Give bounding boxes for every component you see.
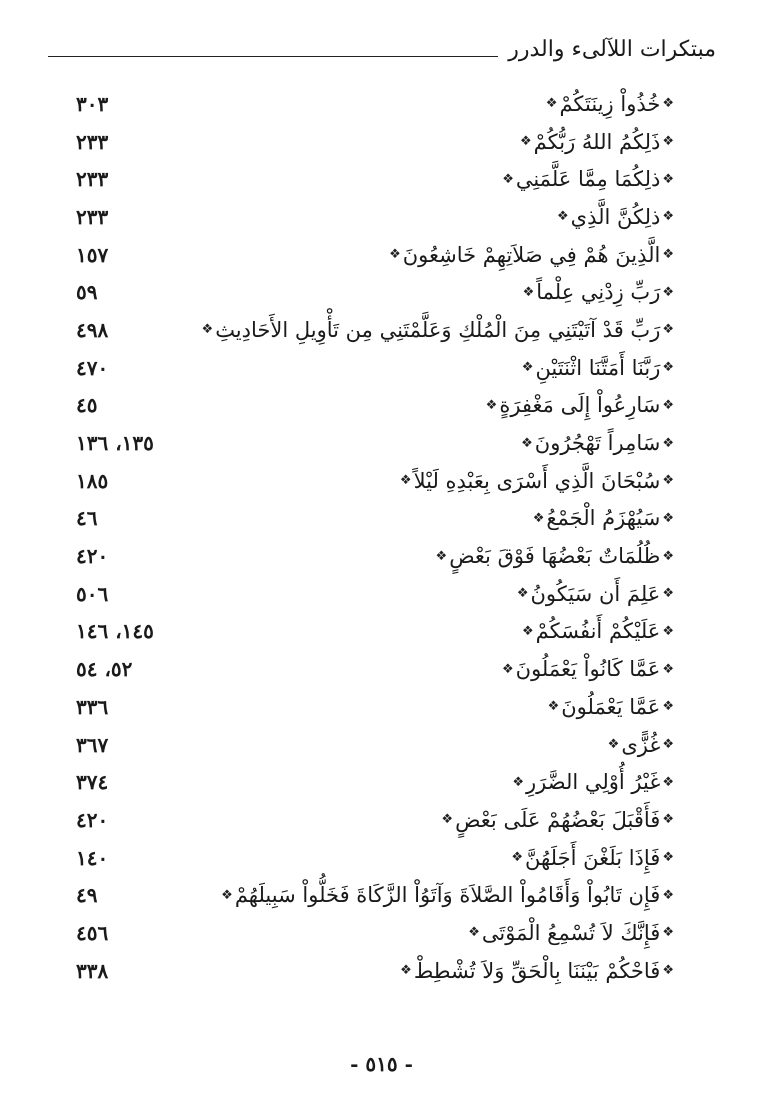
- entry-verse-text: خُذُواْ زِينَتَكُمْ: [559, 91, 661, 116]
- ornate-bracket-close-icon: ❖: [468, 925, 480, 941]
- ornate-bracket-close-icon: ❖: [607, 737, 620, 753]
- page-number: - ٥١٥ -: [350, 1052, 413, 1076]
- entry-verse-text: سَيُهْزَمُ الْجَمْعُ: [546, 506, 661, 531]
- entry-page-numbers: ١٤٠: [76, 845, 109, 870]
- entry-verse-text: ذَلِكُمُ اللهُ رَبُّكُمْ: [533, 129, 661, 154]
- entry-verse: [502, 657, 674, 681]
- entry-page-numbers: ٤٧٠: [76, 355, 109, 380]
- index-entry: [76, 537, 674, 575]
- entry-verse-text: غُزًّى: [621, 732, 661, 757]
- ornate-bracket-close-icon: ❖: [521, 360, 534, 376]
- entry-verse-text: رَبَّنَا أَمَتَّنَا اثْنَتَيْنِ: [535, 355, 661, 380]
- index-entry: [76, 613, 674, 651]
- index-entry: [76, 726, 674, 764]
- ornate-bracket-open-icon: ❖: [662, 887, 674, 903]
- index-entry: [76, 160, 674, 198]
- verse-index-list: [76, 85, 674, 990]
- index-entry: [76, 763, 674, 801]
- entry-page-numbers: ١٥٧: [76, 242, 109, 267]
- ornate-bracket-open-icon: ❖: [662, 397, 674, 413]
- entry-page-numbers: ٢٣٣: [76, 167, 109, 192]
- entry-verse: [517, 582, 674, 606]
- index-entry: [76, 198, 674, 236]
- index-entry: [76, 349, 674, 387]
- entry-verse-text: ذلِكُنَّ الَّذِي: [570, 204, 661, 229]
- ornate-bracket-close-icon: ❖: [522, 623, 534, 639]
- entry-page-numbers: ١٤٥، ١٤٦: [76, 619, 154, 644]
- ornate-bracket-close-icon: ❖: [516, 586, 529, 602]
- entry-verse: [521, 431, 674, 455]
- entry-verse-text: سَامِراً تَهْجُرُونَ: [534, 431, 661, 456]
- index-entry: [76, 462, 674, 500]
- entry-verse: [557, 205, 674, 229]
- entry-verse: [389, 243, 674, 267]
- entry-verse: [522, 619, 674, 643]
- entry-verse-text: عَمَّا يَعْمَلُونَ: [561, 694, 661, 719]
- entry-verse-text: سُبْحَانَ الَّذِي أَسْرَى بِعَبْدِهِ لَيْلاً: [413, 468, 661, 493]
- entry-page-numbers: ٣٦٧: [76, 732, 109, 757]
- index-entry: [76, 575, 674, 613]
- entry-verse: [400, 469, 674, 493]
- running-title: مبتكرات اللآلىء والدرر: [508, 36, 716, 62]
- entry-page-numbers: ٣٠٣: [76, 91, 109, 116]
- entry-verse: [511, 846, 674, 870]
- ornate-bracket-close-icon: ❖: [545, 96, 558, 112]
- entry-page-numbers: ٤٩: [76, 883, 98, 908]
- ornate-bracket-close-icon: ❖: [435, 548, 448, 564]
- index-entry: [76, 688, 674, 726]
- ornate-bracket-open-icon: ❖: [662, 623, 674, 639]
- entry-verse: [608, 733, 674, 757]
- ornate-bracket-close-icon: ❖: [521, 435, 533, 451]
- ornate-bracket-close-icon: ❖: [502, 171, 514, 187]
- ornate-bracket-close-icon: ❖: [512, 774, 525, 790]
- entry-verse: [512, 770, 674, 794]
- ornate-bracket-close-icon: ❖: [511, 850, 524, 866]
- entry-page-numbers: ٥٠٦: [76, 581, 109, 606]
- entry-verse-text: غَيْرُ أُوْلِي الضَّرَرِ: [526, 770, 661, 795]
- ornate-bracket-close-icon: ❖: [389, 247, 401, 263]
- ornate-bracket-open-icon: ❖: [662, 171, 674, 187]
- entry-verse-text: فَاحْكُمْ بَيْنَنَا بِالْحَقِّ وَلاَ تُشْطِطْ: [413, 958, 661, 983]
- ornate-bracket-close-icon: ❖: [441, 812, 454, 828]
- ornate-bracket-open-icon: ❖: [662, 661, 674, 677]
- entry-verse: [486, 393, 674, 417]
- ornate-bracket-close-icon: ❖: [522, 284, 535, 300]
- entry-verse-text: فَأَقْبَلَ بَعْضُهُمْ عَلَى بَعْضٍ: [455, 807, 661, 832]
- ornate-bracket-close-icon: ❖: [221, 887, 233, 903]
- running-header: [48, 34, 716, 64]
- index-entry: [76, 876, 674, 914]
- entry-verse-text: فَإِن تَابُواْ وَأَقَامُواْ الصَّلاَةَ وَآتَوُاْ الزَّكَاةَ فَخَلُّواْ سَبِيلَهُمْ: [234, 883, 661, 908]
- entry-verse: [546, 92, 674, 116]
- ornate-bracket-open-icon: ❖: [662, 586, 674, 602]
- entry-page-numbers: ١٨٥: [76, 468, 109, 493]
- entry-verse: [523, 280, 674, 304]
- ornate-bracket-open-icon: ❖: [662, 737, 674, 753]
- entry-verse: [548, 695, 674, 719]
- entry-verse: [202, 318, 674, 342]
- index-entry: [76, 123, 674, 161]
- entry-page-numbers: ٤٢٠: [76, 807, 109, 832]
- ornate-bracket-open-icon: ❖: [662, 473, 674, 489]
- ornate-bracket-open-icon: ❖: [662, 360, 674, 376]
- ornate-bracket-open-icon: ❖: [662, 963, 674, 979]
- ornate-bracket-close-icon: ❖: [485, 397, 498, 413]
- entry-verse: [436, 544, 674, 568]
- entry-verse: [221, 883, 674, 907]
- ornate-bracket-close-icon: ❖: [400, 963, 412, 979]
- index-entry: [76, 839, 674, 877]
- ornate-bracket-close-icon: ❖: [532, 510, 545, 526]
- ornate-bracket-open-icon: ❖: [662, 510, 674, 526]
- entry-page-numbers: ٣٧٤: [76, 770, 109, 795]
- entry-page-numbers: ٤٢٠: [76, 544, 109, 569]
- entry-verse-text: عَمَّا كَانُواْ يَعْمَلُونَ: [515, 657, 661, 682]
- entry-verse-text: ذلِكُمَا مِمَّا عَلَّمَنِي: [515, 167, 661, 192]
- index-entry: [76, 801, 674, 839]
- entry-page-numbers: ٣٣٦: [76, 694, 109, 719]
- entry-verse-text: فَإِذَا بَلَغْنَ أَجَلَهُنَّ: [525, 845, 661, 870]
- entry-verse: [468, 921, 674, 945]
- ornate-bracket-open-icon: ❖: [662, 925, 674, 941]
- index-entry: [76, 500, 674, 538]
- ornate-bracket-open-icon: ❖: [662, 247, 674, 263]
- entry-page-numbers: ٤٥٦: [76, 920, 109, 945]
- entry-page-numbers: ٢٣٣: [76, 204, 109, 229]
- ornate-bracket-close-icon: ❖: [399, 473, 412, 489]
- entry-page-numbers: ٤٦: [76, 506, 98, 531]
- ornate-bracket-close-icon: ❖: [556, 209, 569, 225]
- entry-verse-text: رَبِّ قَدْ آتَيْتَنِي مِنَ الْمُلْكِ وَعَلَّمْتَنِي مِن تَأْوِيلِ الأَحَادِيثِ: [215, 317, 661, 342]
- index-entry: [76, 650, 674, 688]
- ornate-bracket-open-icon: ❖: [662, 96, 674, 112]
- entry-page-numbers: ٤٥: [76, 393, 98, 418]
- entry-verse-text: عَلَيْكُمْ أَنفُسَكُمْ: [535, 619, 661, 644]
- entry-verse-text: فَإِنَّكَ لاَ تُسْمِعُ الْمَوْتَى: [481, 920, 661, 945]
- entry-verse: [520, 130, 674, 154]
- entry-page-numbers: ٥٢، ٥٤: [76, 657, 133, 682]
- index-entry: [76, 914, 674, 952]
- ornate-bracket-open-icon: ❖: [662, 850, 674, 866]
- entry-verse-text: الَّذِينَ هُمْ فِي صَلاَتِهِمْ خَاشِعُونَ: [402, 242, 661, 267]
- entry-verse: [441, 808, 674, 832]
- ornate-bracket-open-icon: ❖: [662, 284, 674, 300]
- index-entry: [76, 273, 674, 311]
- index-entry: [76, 85, 674, 123]
- entry-verse-text: رَبِّ زِدْنِي عِلْماً: [536, 280, 661, 305]
- ornate-bracket-close-icon: ❖: [502, 661, 514, 677]
- index-entry: [76, 387, 674, 425]
- ornate-bracket-open-icon: ❖: [662, 322, 674, 338]
- entry-verse-text: ظُلُمَاتٌ بَعْضُهَا فَوْقَ بَعْضٍ: [449, 544, 661, 569]
- ornate-bracket-open-icon: ❖: [662, 548, 674, 564]
- ornate-bracket-open-icon: ❖: [662, 435, 674, 451]
- ornate-bracket-open-icon: ❖: [662, 699, 674, 715]
- ornate-bracket-close-icon: ❖: [201, 322, 214, 338]
- entry-page-numbers: ٤٩٨: [76, 317, 109, 342]
- entry-verse: [533, 506, 674, 530]
- entry-page-numbers: ٢٣٣: [76, 129, 109, 154]
- index-entry: [76, 311, 674, 349]
- index-entry: [76, 236, 674, 274]
- ornate-bracket-close-icon: ❖: [520, 134, 532, 150]
- ornate-bracket-open-icon: ❖: [662, 209, 674, 225]
- entry-verse: [400, 959, 674, 983]
- entry-page-numbers: ٥٩: [76, 280, 98, 305]
- index-entry: [76, 952, 674, 990]
- index-entry: [76, 424, 674, 462]
- ornate-bracket-open-icon: ❖: [662, 812, 674, 828]
- entry-page-numbers: ١٣٥، ١٣٦: [76, 431, 154, 456]
- entry-verse: [522, 356, 674, 380]
- entry-verse-text: سَارِعُواْ إِلَى مَغْفِرَةٍ: [499, 393, 661, 418]
- header-rule: [48, 56, 498, 57]
- entry-verse: [502, 167, 674, 191]
- ornate-bracket-open-icon: ❖: [662, 134, 674, 150]
- ornate-bracket-open-icon: ❖: [662, 774, 674, 790]
- entry-verse-text: عَلِمَ أَن سَيَكُونُ: [530, 581, 661, 606]
- entry-page-numbers: ٣٣٨: [76, 958, 109, 983]
- ornate-bracket-close-icon: ❖: [547, 699, 560, 715]
